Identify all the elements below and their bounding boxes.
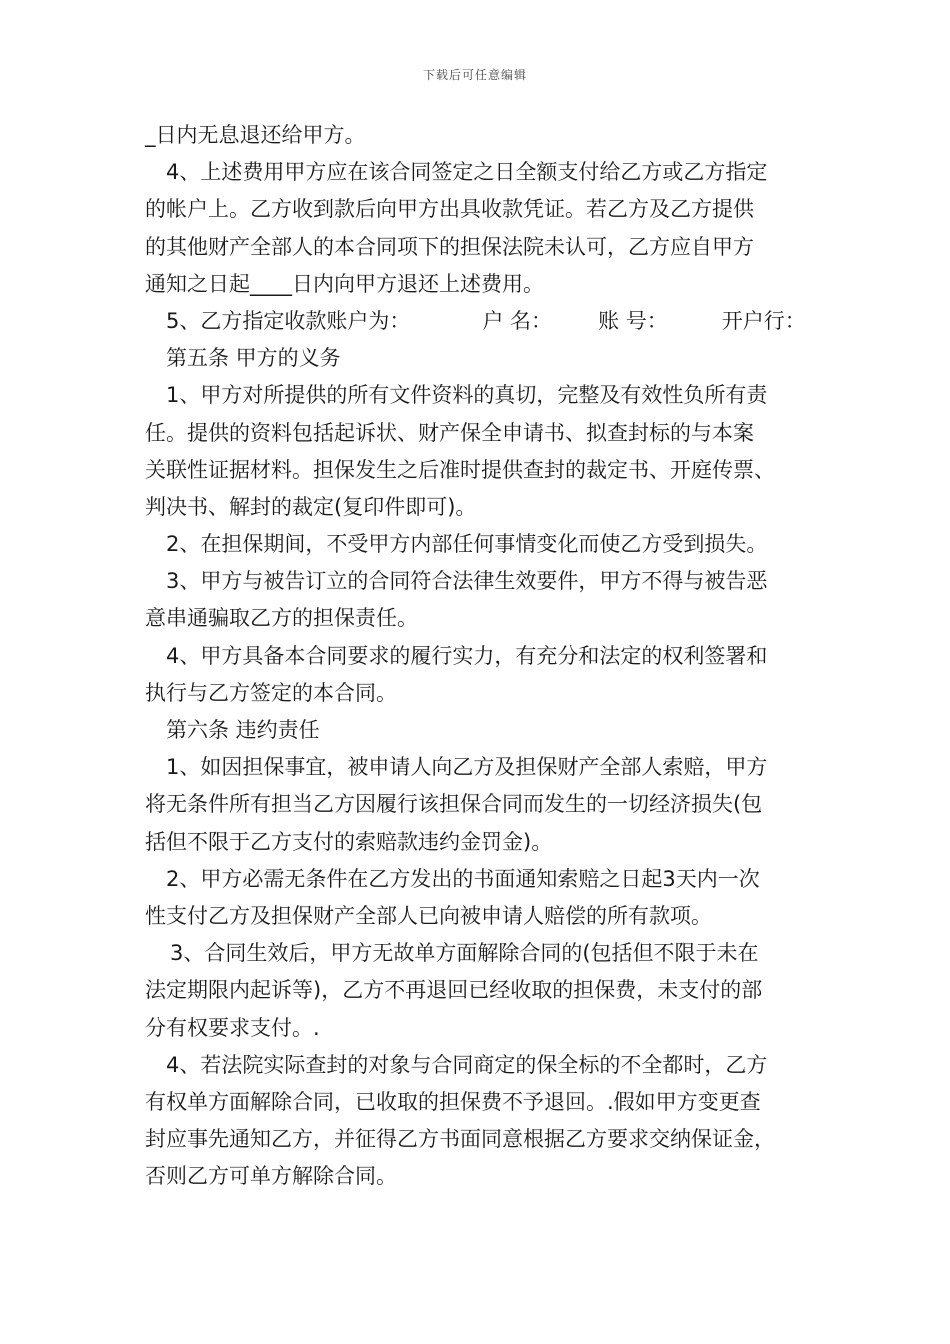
account-label: 5、乙方指定收款账户为： (166, 308, 411, 333)
text-line: 有权单方面解除合同，已收取的担保费不予退回。.假如甲方变更查 (145, 1089, 761, 1114)
clause-5-3: 3、甲方与被告订立的合同符合法律生效要件，甲方不得与被告恶 (166, 569, 768, 594)
account-number-label: 账 号： (598, 308, 668, 333)
text-line: 将无条件所有担当乙方因履行该担保合同而发生的一切经济损失(包 (145, 792, 763, 817)
clause-5-account (145, 303, 835, 340)
text-line: 否则乙方可单方解除合同。 (145, 1164, 397, 1189)
text-line: 括但不限于乙方支付的索赔款违约金罚金)。 (145, 829, 553, 854)
text-line: 的其他财产全部人的本合同项下的担保法院未认可，乙方应自甲方 (145, 234, 754, 259)
text-line: 封应事先通知乙方，并征得乙方书面同意根据乙方要求交纳保证金， (145, 1127, 775, 1152)
clause-6-4: 4、若法院实际查封的对象与合同商定的保全标的不全都时，乙方 (166, 1052, 768, 1077)
account-name-label: 户 名： (482, 308, 553, 333)
text-line: 分有权要求支付。. (145, 1015, 320, 1040)
text-line: 通知之日起____日内向甲方退还上述费用。 (145, 271, 544, 296)
clause-6-3: 3、合同生效后，甲方无故单方面解除合同的(包括但不限于未在 (170, 941, 759, 966)
clause-5-1: 1、甲方对所提供的所有文件资料的真切，完整及有效性负所有责 (166, 383, 768, 408)
text-line: 意串通骗取乙方的担保责任。 (145, 606, 418, 631)
section-heading-6: 第六条 违约责任 (166, 718, 320, 742)
clause-4-payment: 4、上述费用甲方应在该合同签定之日全额支付给乙方或乙方指定 (166, 160, 768, 185)
text-line: 执行与乙方签定的本合同。 (145, 680, 397, 705)
text-line: 关联性证据材料。担保发生之后准时提供查封的裁定书、开庭传票、 (145, 457, 775, 482)
text-line: 判决书、解封的裁定(复印件即可)。 (145, 494, 477, 519)
clause-5-2: 2、在担保期间，不受甲方内部任何事情变化而使乙方受到损失。 (166, 532, 768, 557)
document-body (145, 117, 835, 1195)
section-heading-5: 第五条 甲方的义务 (166, 346, 341, 371)
account-bank-label: 开户行： (721, 308, 806, 333)
clause-6-2: 2、甲方必需无条件在乙方发出的书面通知索赔之日起3天内一次 (166, 866, 760, 891)
text-line: 的帐户上。乙方收到款后向甲方出具收款凭证。若乙方及乙方提供 (145, 197, 754, 222)
text-line: 任。提供的资料包括起诉状、财产保全申请书、拟查封标的与本案 (145, 420, 754, 445)
clause-5-4: 4、甲方具备本合同要求的履行实力，有充分和法定的权利签署和 (166, 643, 768, 668)
header-note: 下载后可任意编辑 (422, 68, 527, 82)
text-line: 性支付乙方及担保财产全部人已向被申请人赔偿的所有款项。 (145, 903, 712, 928)
text-line: _日内无息退还给甲方。 (145, 123, 366, 147)
text-line: 法定期限内起诉等)，乙方不再退回已经收取的担保费，未支付的部 (145, 978, 763, 1003)
clause-6-1: 1、如因担保事宜，被申请人向乙方及担保财产全部人索赔，甲方 (166, 755, 768, 780)
